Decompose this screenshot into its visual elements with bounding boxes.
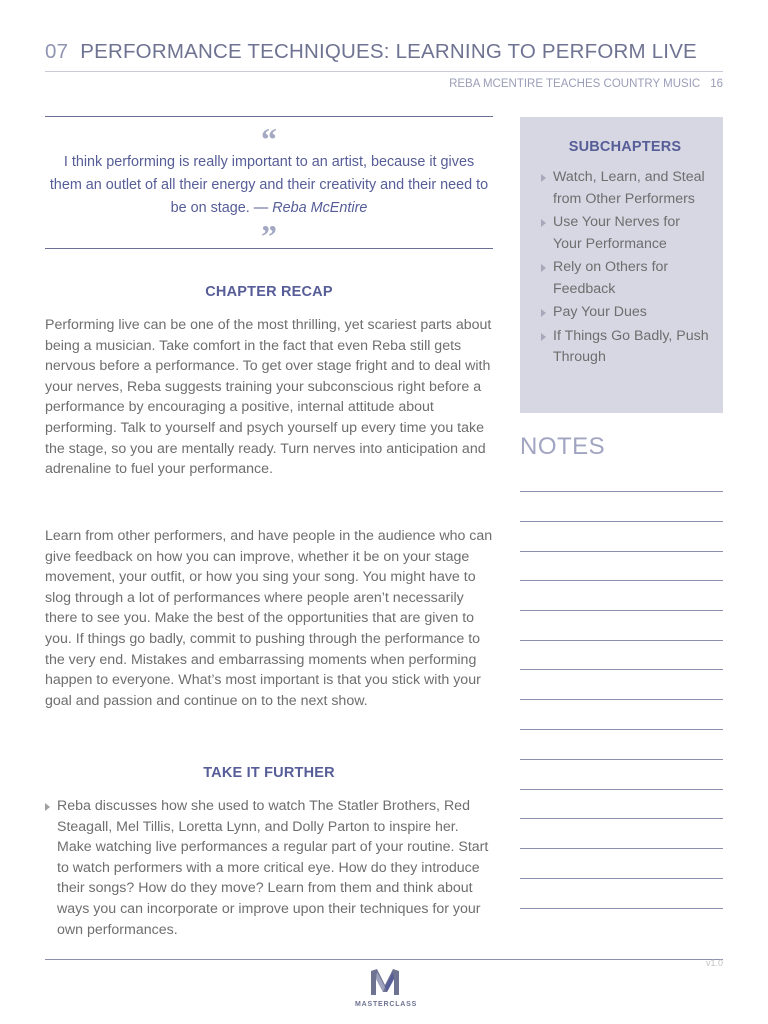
subchapter-item <box>541 257 709 300</box>
bullet-triangle-icon <box>541 309 546 317</box>
bullet-triangle-icon <box>541 219 546 227</box>
note-line[interactable] <box>520 789 723 790</box>
bullet-triangle-icon <box>541 174 546 182</box>
running-header <box>449 78 723 90</box>
subchapter-item <box>541 326 709 369</box>
chapter-title <box>45 40 723 64</box>
subchapter-list <box>541 167 709 369</box>
quote-text <box>45 151 493 220</box>
subchapter-label: If Things Go Badly, Push Through <box>553 327 709 365</box>
note-line[interactable] <box>520 729 723 730</box>
subchapters-heading: SUBCHAPTERS <box>568 139 682 155</box>
note-line[interactable] <box>520 818 723 819</box>
close-quote-icon: ” <box>261 218 277 254</box>
bullet-triangle-icon <box>45 803 50 811</box>
recap-paragraph-2: Learn from other performers, and have people in the audience who can give feedback on how you can improve, whether it be on your stage movement, your outfit, or how you sing your song. You might have to slog through a lot of performances where people aren’t necessarily there to see you. Make the best of the opportunities that are given to you. If things go badly, commit to pushing through the performance to the very end. Mistakes and embarrassing moments when performing happen to everyone. What’s most important is that you stick with your goal and passion and continue on to the next show. <box>45 528 493 709</box>
note-line[interactable] <box>520 521 723 522</box>
chapter-number: 07 <box>45 40 69 63</box>
subchapter-label: Pay Your Dues <box>553 304 647 320</box>
take-it-further-heading: TAKE IT FURTHER <box>203 765 335 781</box>
subchapter-label: Use Your Nerves for Your Performance <box>553 214 680 252</box>
chapter-title-text: PERFORMANCE TECHNIQUES: LEARNING TO PERFORM LIVE <box>80 40 697 63</box>
subchapter-label: Rely on Others for Feedback <box>553 259 669 297</box>
bullet-triangle-icon <box>541 264 546 272</box>
note-line[interactable] <box>520 908 723 909</box>
masterclass-logo <box>355 967 418 1008</box>
list-item <box>45 796 493 940</box>
subchapters-panel <box>520 117 723 413</box>
version-label: v1.0 <box>705 958 723 968</box>
list-item-text: Reba discusses how she used to watch The Statler Brothers, Red Steagall, Mel Tillis, Loretta Lynn, and Dolly Parton to inspire her. Make watching live performances a regular part of your routine. Start to watch performers with a more critical eye. How do they introduce their songs? How do they move? Learn from them and think about ways you can incorporate or improve upon their techniques for your own performances. <box>57 798 489 938</box>
note-line[interactable] <box>520 640 723 641</box>
subchapter-item <box>541 302 709 324</box>
quote-body: I think performing is really important to an artist, because it gives them an outlet of all their energy and their creativity and their need to be on stage. — <box>49 154 489 216</box>
logo-wordmark: MASTERCLASS <box>355 1001 418 1008</box>
bullet-triangle-icon <box>541 333 546 341</box>
course-name: REBA MCENTIRE TEACHES COUNTRY MUSIC <box>449 78 701 90</box>
subchapter-item <box>541 212 709 255</box>
pull-quote <box>45 116 493 254</box>
recap-paragraph-1: Performing live can be one of the most thrilling, yet scariest parts about being a musician. Take comfort in the fact that even Reba still gets nervous before a performance. To get over stage fright and to deal with your nerves, Reba suggests training your subconscious right before a performance by encouraging a positive, internal attitude about performing. Talk to yourself and psych yourself up every time you take the stage, so you are mentally ready. Turn nerves into anticipation and adrenaline to fuel your performance. <box>45 317 492 478</box>
page-number: 16 <box>710 78 723 90</box>
header-divider <box>45 71 723 72</box>
note-line[interactable] <box>520 610 723 611</box>
subchapter-item <box>541 167 709 210</box>
note-line[interactable] <box>520 491 723 492</box>
quote-author: Reba McEntire <box>272 200 368 216</box>
open-quote-icon: “ <box>261 121 277 157</box>
subchapter-label: Watch, Learn, and Steal from Other Performers <box>553 169 705 207</box>
footer-divider <box>45 959 723 960</box>
note-line[interactable] <box>520 878 723 879</box>
note-line[interactable] <box>520 551 723 552</box>
note-line[interactable] <box>520 669 723 670</box>
note-line[interactable] <box>520 580 723 581</box>
masterclass-m-icon <box>369 967 401 997</box>
chapter-recap-heading: CHAPTER RECAP <box>205 284 333 300</box>
notes-heading: NOTES <box>520 433 606 460</box>
note-line[interactable] <box>520 759 723 760</box>
take-it-further-list <box>45 796 493 940</box>
note-line[interactable] <box>520 699 723 700</box>
note-line[interactable] <box>520 848 723 849</box>
